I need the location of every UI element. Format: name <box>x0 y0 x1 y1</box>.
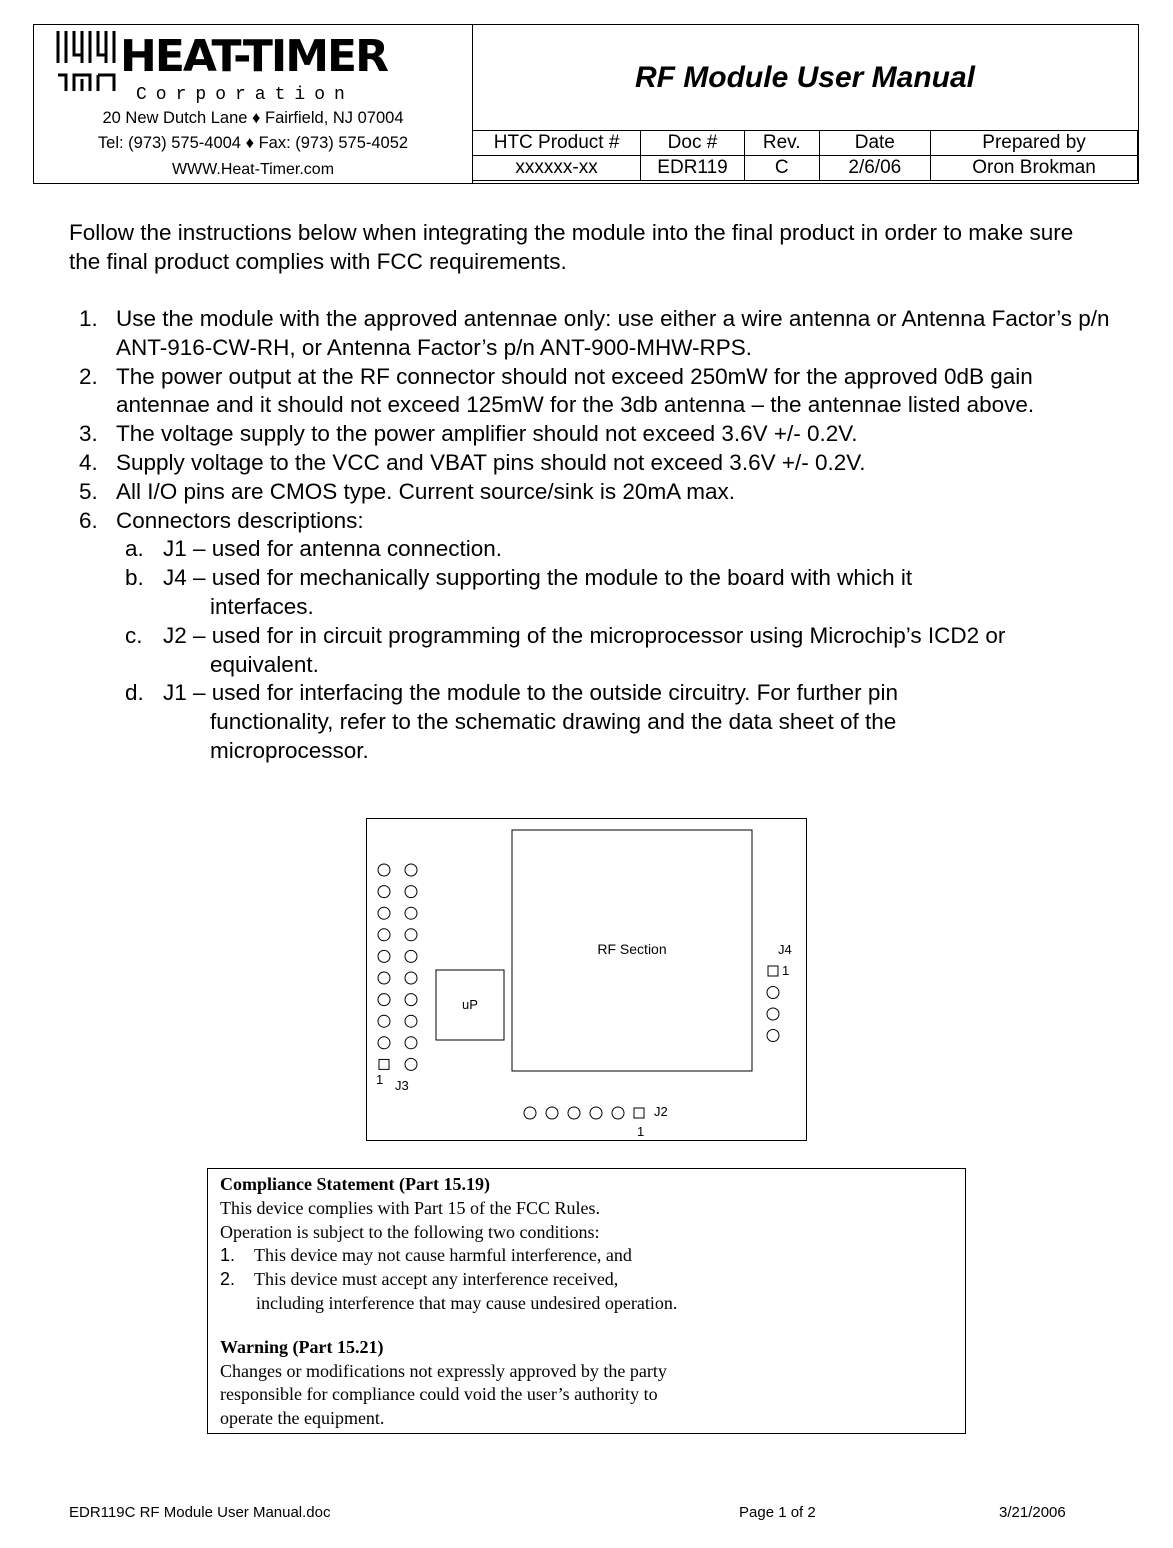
company-address: 20 New Dutch Lane ♦ Fairfield, NJ 07004 <box>102 109 404 127</box>
table-cell: Oron Brokman <box>931 156 1138 181</box>
sub-list-letter: b. <box>125 565 144 591</box>
table-header-cell: HTC Product # <box>473 131 641 156</box>
sub-list-letter: a. <box>125 536 144 562</box>
list-text: All I/O pins are CMOS type. Current source/sink is 20mA max. <box>116 478 735 504</box>
warning-line: operate the equipment. <box>220 1408 385 1429</box>
list-text: Supply voltage to the VCC and VBAT pins should not exceed 3.6V +/- 0.2V. <box>116 449 866 475</box>
sub-list-text: J2 – used for in circuit programming of the microprocessor using Microchip’s ICD2 or <box>163 622 1006 648</box>
condition-text: This device may not cause harmful interference, and <box>254 1245 632 1266</box>
document-title: RF Module User Manual <box>634 61 976 94</box>
list-text: The power output at the RF connector should not exceed 250mW for the approved 0dB gain antennae and it should not exceed 125mW for the 3db antenna – the antennae listed above. <box>116 363 1035 418</box>
list-item <box>69 449 1129 478</box>
document-info-table <box>472 130 1138 181</box>
sub-list-text: J1 – used for interfacing the module to the outside circuitry. For further pin <box>163 680 898 706</box>
document-header <box>33 24 1139 184</box>
sub-list-text: J4 – used for mechanically supporting the module to the board with which it <box>163 565 913 591</box>
j3-pin1-label: 1 <box>376 1072 384 1087</box>
warning-line: Changes or modifications not expressly approved by the party <box>220 1360 667 1381</box>
list-text: The voltage supply to the power amplifier should not exceed 3.6V +/- 0.2V. <box>116 421 858 447</box>
sub-list-item <box>69 564 1129 622</box>
table-header-cell: Prepared by <box>931 131 1138 156</box>
sub-list-letter: d. <box>125 680 144 706</box>
logo-corporation: Corporation <box>136 85 354 105</box>
j4-label: J4 <box>778 942 792 957</box>
list-item <box>69 363 1129 421</box>
company-block <box>34 25 473 183</box>
list-number: 1. <box>79 306 98 331</box>
sub-list-letter: c. <box>125 622 143 648</box>
company-website: WWW.Heat-Timer.com <box>171 161 335 178</box>
sub-list-text: J1 – used for antenna connection. <box>163 536 502 562</box>
j2-pin1-label: 1 <box>637 1124 645 1139</box>
table-header-cell: Doc # <box>641 131 745 156</box>
list-number: 2. <box>79 363 98 389</box>
board-outline <box>367 819 807 1141</box>
table-header-cell: Rev. <box>744 131 819 156</box>
condition-continuation: including interference that may cause undesired operation. <box>256 1292 678 1313</box>
list-item <box>69 420 1129 449</box>
table-cell: 2/6/06 <box>819 156 931 181</box>
warning-title: Warning (Part 15.21) <box>220 1336 384 1357</box>
table-cell: xxxxxx-xx <box>473 156 641 181</box>
j3-label: J3 <box>395 1078 409 1093</box>
rf-section-label: RF Section <box>597 941 667 957</box>
condition-text: This device must accept any interference received, <box>254 1269 619 1290</box>
list-text: Connectors descriptions: <box>116 507 364 533</box>
company-phone: Tel: (973) 575-4004 ♦ Fax: (973) 575-4052 <box>97 134 409 152</box>
list-item <box>69 507 1129 536</box>
footer-page-number: Page 1 of 2 <box>739 1504 816 1521</box>
sub-list-continuation: equivalent. <box>210 651 319 677</box>
logo-wordmark: HEAT-TIMER <box>120 31 387 82</box>
sub-list-item <box>69 535 1129 564</box>
compliance-condition <box>220 1244 953 1268</box>
list-text: Use the module with the approved antennae only: use either a wire antenna or Antenna Factor’s p/n ANT-916-CW-RH, or Antenna Factor’s p/n ANT-900-MHW-RPS. <box>116 306 1110 360</box>
microprocessor-label: uP <box>462 997 478 1012</box>
list-number: 5. <box>79 478 98 504</box>
module-layout-diagram <box>366 818 808 1142</box>
sub-list-continuation: functionality, refer to the schematic drawing and the data sheet of the microprocessor. <box>210 709 897 763</box>
list-number: 6. <box>79 507 98 533</box>
list-item <box>69 305 1129 363</box>
instructions-list <box>69 305 1129 766</box>
table-row <box>473 156 1138 181</box>
condition-number: 2. <box>220 1269 236 1290</box>
warning-line: responsible for compliance could void the user’s authority to <box>220 1384 658 1405</box>
list-number: 3. <box>79 421 98 447</box>
condition-number: 1. <box>220 1245 236 1266</box>
company-logo <box>56 29 446 121</box>
list-item <box>69 478 1129 507</box>
compliance-line: This device complies with Part 15 of the FCC Rules. <box>220 1197 600 1218</box>
j4-pin1-label: 1 <box>782 963 790 978</box>
sub-list-continuation: interfaces. <box>210 593 314 619</box>
footer-date: 3/21/2006 <box>999 1504 1066 1521</box>
compliance-title: Compliance Statement (Part 15.19) <box>220 1174 490 1194</box>
footer-filename: EDR119C RF Module User Manual.doc <box>69 1504 331 1521</box>
j2-label: J2 <box>654 1104 668 1119</box>
compliance-line: Operation is subject to the following two conditions: <box>220 1221 600 1242</box>
compliance-condition <box>220 1268 953 1292</box>
compliance-box <box>207 1168 966 1434</box>
table-header-row <box>473 131 1138 156</box>
table-cell: C <box>744 156 819 181</box>
table-header-cell: Date <box>819 131 931 156</box>
table-cell: EDR119 <box>641 156 745 181</box>
intro-paragraph: Follow the instructions below when integrating the module into the final product in order to make sure the final product complies with FCC requirements. <box>69 220 1074 274</box>
sub-list-item <box>69 622 1129 680</box>
sub-list-item <box>69 679 1129 765</box>
list-number: 4. <box>79 449 98 475</box>
